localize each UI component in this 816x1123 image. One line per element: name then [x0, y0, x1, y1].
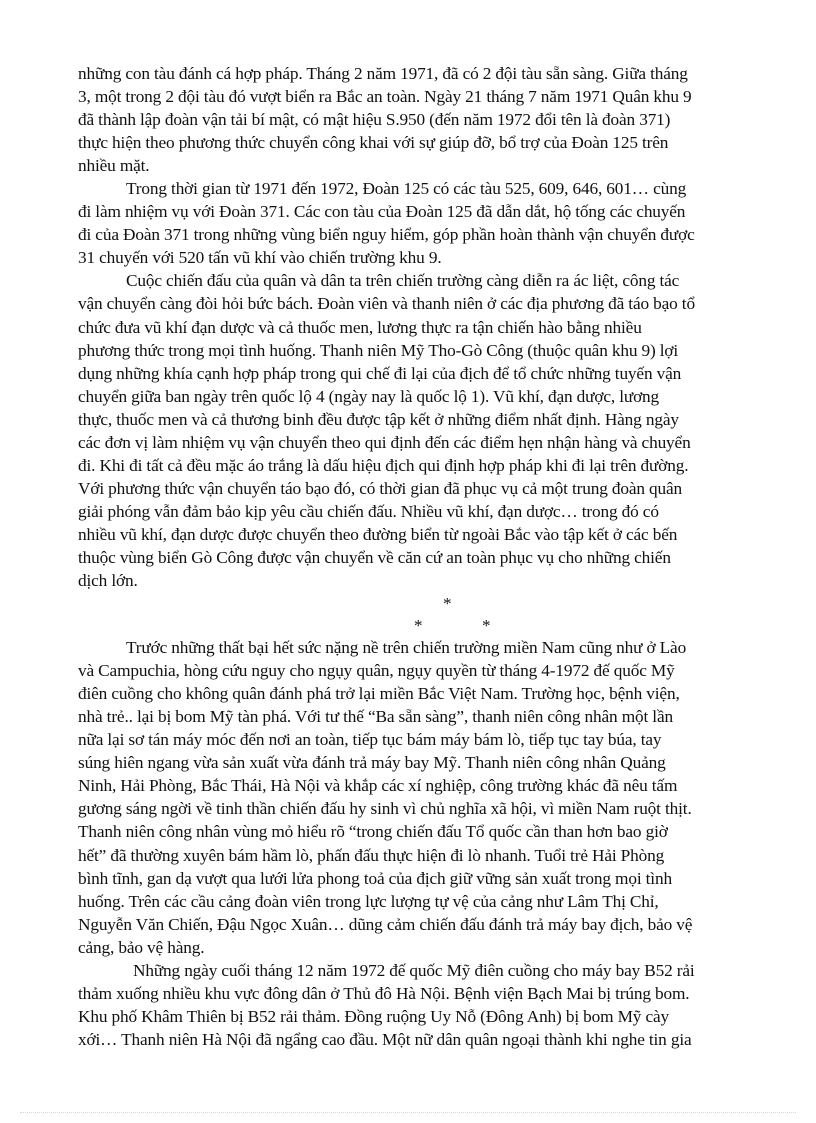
text-line: chuyển giữa ban ngày trên quốc lộ 4 (ngày nay là quốc lộ 1). Vũ khí, đạn dược, lương	[78, 386, 660, 406]
text-line: súng hiên ngang vừa sản xuất vừa đánh trả máy bay Mỹ. Thanh niên công nhân Quảng	[78, 753, 666, 773]
asterisk: *	[443, 594, 452, 614]
text-line: và Campuchia, hòng cứu nguy cho ngụy quân, ngụy quyền từ tháng 4-1972 đế quốc Mỹ	[78, 661, 675, 681]
paragraph-4	[78, 636, 748, 959]
separator-row-top	[78, 592, 748, 614]
paragraph-1	[78, 62, 748, 177]
separator-row-bottom	[78, 614, 748, 636]
text-line: các đơn vị làm nhiệm vụ vận chuyển theo qui định đến các điểm hẹn nhận hàng và chuyển	[78, 432, 691, 452]
text-line: thực hiện theo phương thức chuyển công khai với sự giúp đỡ, bổ trợ của Đoàn 125 trên	[78, 133, 669, 153]
document-body	[78, 62, 748, 1051]
text-line: 3, một trong 2 đội tàu đó vượt biển ra Bắc an toàn. Ngày 21 tháng 7 năm 1971 Quân khu 9	[78, 87, 692, 107]
asterisk: *	[482, 616, 491, 636]
text-line: 31 chuyến với 520 tấn vũ khí vào chiến trường khu 9.	[78, 248, 442, 268]
text-line: xới… Thanh niên Hà Nội đã ngẩng cao đầu. Một nữ dân quân ngoại thành khi nghe tin gia	[78, 1029, 692, 1049]
asterisk: *	[414, 616, 423, 636]
text-line: thảm xuống nhiều khu vực đông dân ở Thủ đô Hà Nội. Bệnh viện Bạch Mai bị trúng bom.	[78, 983, 690, 1003]
text-line: nhiều vũ khí, đạn dược được chuyển theo đường biển từ ngoài Bắc vào tập kết ở các bến	[78, 524, 678, 544]
text-line: Cuộc chiến đấu của quân và dân ta trên chiến trường càng diễn ra ác liệt, công tác	[126, 271, 680, 291]
text-line: phương thức trong mọi tình huống. Thanh niên Mỹ Tho-Gò Công (thuộc quân khu 9) lợi	[78, 340, 679, 360]
text-line: đã thành lập đoàn vận tải bí mật, có mật hiệu S.950 (đến năm 1972 đổi tên là đoàn 371)	[78, 110, 671, 130]
paragraph-5	[78, 959, 748, 1051]
text-line: huống. Trên các cầu cảng đoàn viên trong lực lượng tự vệ của cảng như Lâm Thị Chỉ,	[78, 891, 659, 911]
text-line: thực, thuốc men và cả thương binh đều được tập kết ở những điểm nhất định. Hàng ngày	[78, 409, 679, 429]
text-line: nhà trẻ.. lại bị bom Mỹ tàn phá. Với tư thế “Ba sẵn sàng”, thanh niên công nhân một lần	[78, 707, 673, 727]
text-line: Trong thời gian từ 1971 đến 1972, Đoàn 125 có các tàu 525, 609, 646, 601… cùng	[126, 179, 687, 199]
text-line: nữa lại sơ tán máy móc đến nơi an toàn, tiếp tục bám máy bám lò, tiếp tục tay búa, tay	[78, 730, 662, 750]
text-line: giải phóng vẫn đảm bảo kịp yêu cầu chiến đấu. Nhiều vũ khí, đạn dược… trong đó có	[78, 501, 659, 521]
text-line: dụng những khía cạnh hợp pháp trong qui chế đi lại của địch để tổ chức những tuyến vận	[78, 363, 682, 383]
section-separator	[78, 592, 748, 636]
text-line: chức đưa vũ khí đạn dược và cả thuốc men, lương thực ra tận chiến hào bằng nhiều	[78, 317, 642, 337]
text-line: thuộc vùng biển Gò Công được vận chuyển về căn cứ an toàn phục vụ cho những chiến	[78, 547, 671, 567]
text-line: Với phương thức vận chuyển táo bạo đó, có thời gian đã phục vụ cả một trung đoàn quân	[78, 478, 683, 498]
text-line: cảng, bảo vệ hàng.	[78, 937, 205, 957]
page-bottom-divider	[20, 1112, 796, 1114]
text-line: nhiều mặt.	[78, 156, 150, 176]
paragraph-3	[78, 269, 748, 592]
text-line: Ninh, Hải Phòng, Bắc Thái, Hà Nội và khắp các xí nghiệp, công trường khác đã nêu tấm	[78, 776, 678, 796]
text-line: những con tàu đánh cá hợp pháp. Tháng 2 năm 1971, đã có 2 đội tàu sẵn sàng. Giữa tháng	[78, 64, 688, 83]
text-line: Những ngày cuối tháng 12 năm 1972 đế quốc Mỹ điên cuồng cho máy bay B52 rải	[133, 960, 695, 980]
text-line: Nguyễn Văn Chiến, Đậu Ngọc Xuân… dũng cảm chiến đấu đánh trả máy bay địch, bảo vệ	[78, 914, 693, 934]
text-line: hết” đã thường xuyên bám hầm lò, phấn đấu thực hiện đi lò nhanh. Tuổi trẻ Hải Phòng	[78, 845, 665, 865]
text-line: vận chuyển càng đòi hỏi bức bách. Đoàn viên và thanh niên ở các địa phương đã táo bạo tổ	[78, 294, 695, 314]
text-line: đi. Khi đi tất cả đều mặc áo trắng là dấu hiệu địch qui định hợp pháp khi đi lại trên đường.	[78, 455, 689, 475]
text-line: đi của Đoàn 371 trong những vùng biển nguy hiểm, góp phần hoàn thành vận chuyển được	[78, 225, 695, 245]
paragraph-2	[78, 177, 748, 269]
text-line: Trước những thất bại hết sức nặng nề trên chiến trường miền Nam cũng như ở Lào	[126, 638, 687, 658]
text-line: Khu phố Khâm Thiên bị B52 rải thảm. Đồng ruộng Uy Nỗ (Đông Anh) bị bom Mỹ cày	[78, 1006, 669, 1026]
text-line: bình tĩnh, gan dạ vượt qua lưới lửa phong toả của địch giữ vững sản xuất trong mọi tình	[78, 868, 672, 888]
text-line: điên cuồng cho không quân đánh phá trở lại miền Bắc Việt Nam. Trường học, bệnh viện,	[78, 684, 680, 704]
text-line: Thanh niên công nhân vùng mỏ hiểu rõ “trong chiến đấu Tổ quốc cần than hơn bao giờ	[78, 822, 668, 842]
text-line: đi làm nhiệm vụ với Đoàn 371. Các con tàu của Đoàn 125 đã dẫn dắt, hộ tống các chuyến	[78, 202, 686, 222]
text-line: gương sáng ngời về tinh thần chiến đấu hy sinh vì chủ nghĩa xã hội, vì miền Nam ruột thịt.	[78, 799, 692, 819]
text-line: dịch lớn.	[78, 571, 138, 591]
